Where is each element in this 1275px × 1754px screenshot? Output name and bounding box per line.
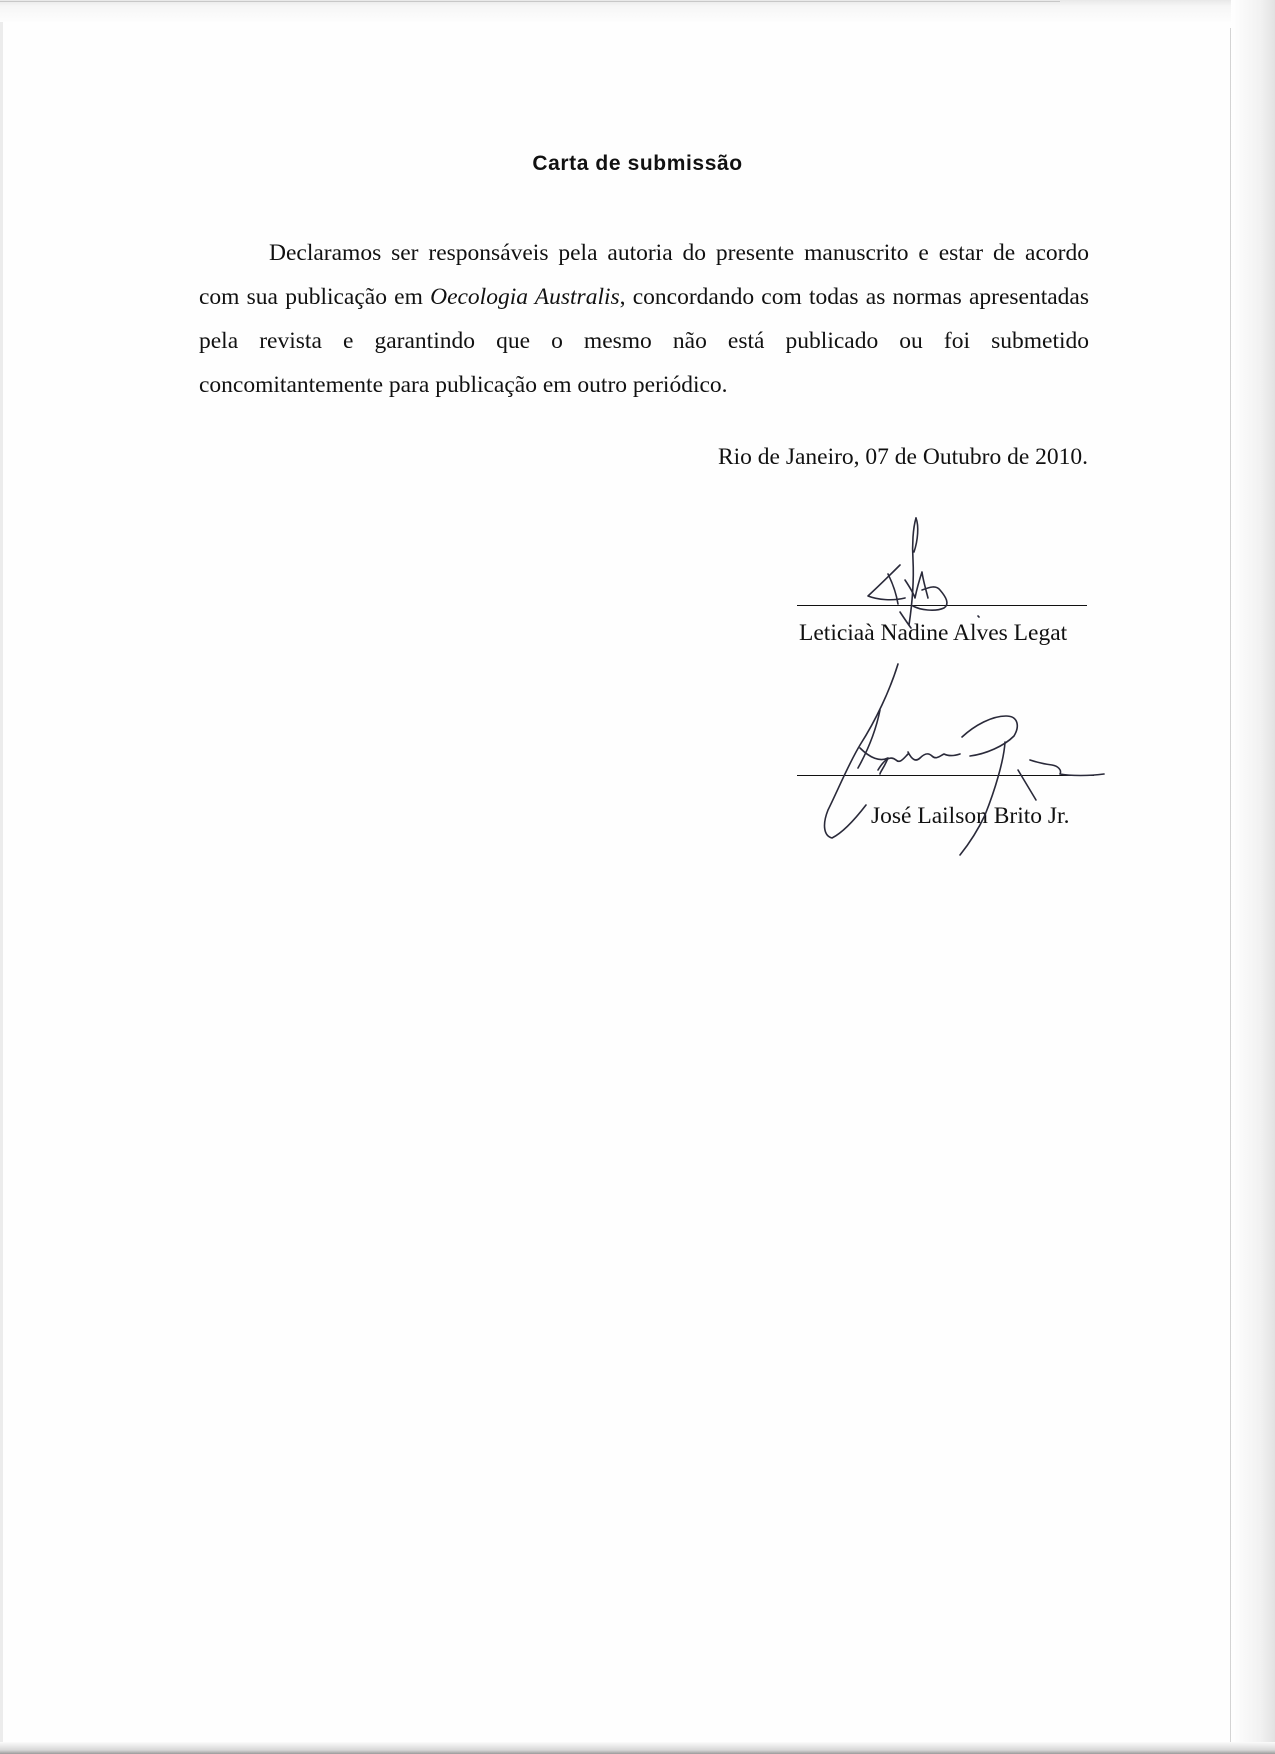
place-date: Rio de Janeiro, 07 de Outubro de 2010. — [717, 444, 1088, 470]
scan-edge-left — [0, 0, 3, 1754]
signature-line-1 — [797, 605, 1087, 606]
signatory-name-1: Leticiaà Nadine Alves Legat — [799, 620, 1068, 646]
declaration-paragraph — [199, 231, 1089, 407]
handwritten-signature-1 — [868, 518, 979, 628]
scan-edge-top — [0, 0, 1275, 22]
declaration-text-end: , concordando com todas as normas apresentadas pela revista e garantindo que o mesmo não está publicado ou foi submetido concomitantemente para publicação em outro periódico. — [199, 284, 1089, 398]
scan-line-right — [1230, 28, 1231, 1748]
declaration-text-start: Declaramos ser responsáveis pela autoria do presente manuscrito e estar de acordo com sua publicação em — [199, 240, 1089, 310]
scan-line-top — [0, 1, 1060, 2]
letter-title: Carta de submissão — [532, 152, 743, 175]
scan-edge-right — [1231, 0, 1275, 1754]
signature-line-2 — [797, 775, 1094, 776]
journal-name: Oecologia Australis — [430, 284, 620, 310]
signatory-name-2: José Lailson Brito Jr. — [871, 803, 1070, 829]
scan-edge-bottom — [0, 1742, 1275, 1754]
